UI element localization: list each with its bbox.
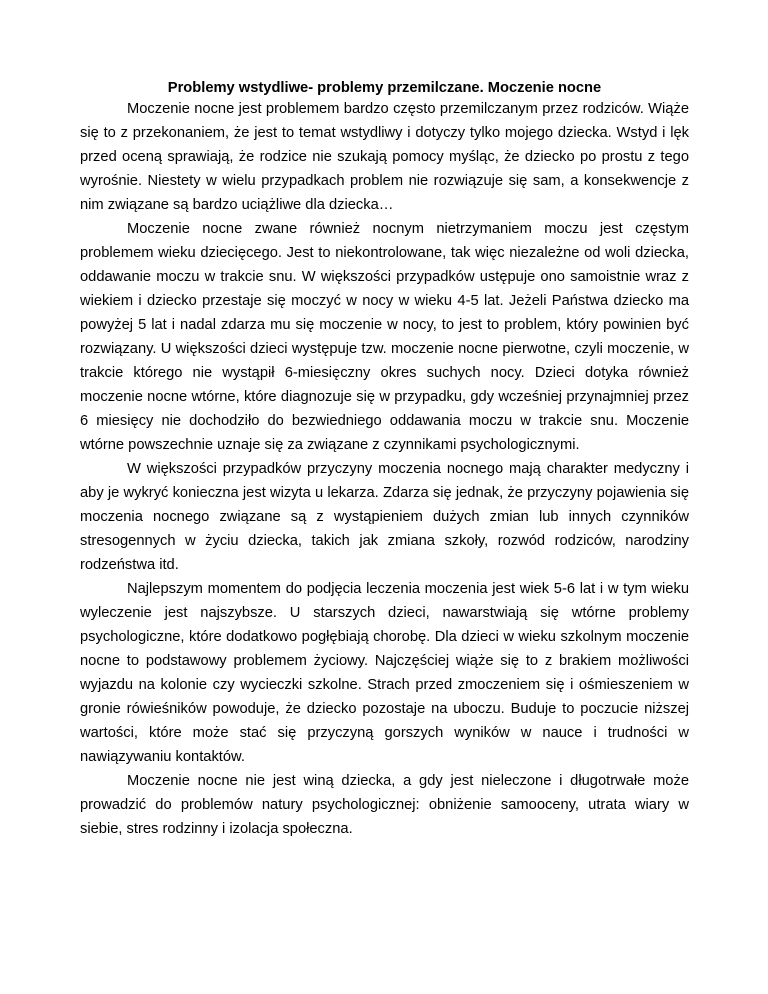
paragraph-2: Moczenie nocne zwane również nocnym nietrzymaniem moczu jest częstym problemem wieku dziecięcego. Jest to niekontrolowane, tak więc niezależne od woli dziecka, oddawanie moczu w trakcie snu. W większości przypadków ustępuje ono samoistnie wraz z wiekiem i dziecko przestaje się moczyć w nocy w wieku 4-5 lat. Jeżeli Państwa dziecko ma powyżej 5 lat i nadal zdarza mu się moczenie w nocy, to jest to problem, który powinien być rozwiązany. U większości dzieci występuje tzw. moczenie nocne pierwotne, czyli moczenie, w trakcie którego nie wystąpił 6-miesięczny okres suchych nocy. Dzieci dotyka również moczenie nocne wtórne, które diagnozuje się w przypadku, gdy wcześniej przynajmniej przez 6 miesięcy nie dochodziło do bezwiedniego oddawania moczu w trakcie snu. Moczenie wtórne powszechnie uznaje się za związane z czynnikami psychologicznymi. bbox=[80, 221, 689, 453]
document-title: Problemy wstydliwe- problemy przemilczane. Moczenie nocne bbox=[167, 80, 602, 96]
paragraph-5: Moczenie nocne nie jest winą dziecka, a gdy jest nieleczone i długotrwałe może prowadzić do problemów natury psychologicznej: obniżenie samooceny, utrata wiary w siebie, stres rodzinny i izolacja społeczna. bbox=[80, 773, 689, 837]
paragraph-4: Najlepszym momentem do podjęcia leczenia moczenia jest wiek 5-6 lat i w tym wieku wyleczenie jest najszybsze. U starszych dzieci, nawarstwiają się wtórne problemy psychologiczne, które dodatkowo pogłębiają chorobę. Dla dzieci w wieku szkolnym moczenie nocne to podstawowy problemem życiowy. Najczęściej wiąże się to z brakiem możliwości wyjazdu na kolonie czy wycieczki szkolne. Strach przed zmoczeniem się i ośmieszeniem w gronie rówieśników powoduje, że dziecko pozostaje na uboczu. Buduje to poczucie niższej wartości, które może stać się przyczyną gorszych wyników w nauce i trudności w nawiązywaniu kontaktów. bbox=[80, 581, 689, 765]
paragraph-3: W większości przypadków przyczyny moczenia nocnego mają charakter medyczny i aby je wykryć konieczna jest wizyta u lekarza. Zdarza się jednak, że przyczyny pojawienia się moczenia nocnego związane są z wystąpieniem dużych zmian lub innych czynników stresogennych w życiu dziecka, takich jak zmiana szkoły, rozwód rodziców, narodziny rodzeństwa itd. bbox=[80, 461, 689, 573]
paragraph-1: Moczenie nocne jest problemem bardzo często przemilczanym przez rodziców. Wiąże się to z przekonaniem, że jest to temat wstydliwy i dotyczy tylko mojego dziecka. Wstyd i lęk przed oceną sprawiają, że rodzice nie szukają pomocy myśląc, że dziecko po prostu z tego wyrośnie. Niestety w wielu przypadkach problem nie rozwiązuje się sam, a konsekwencje z nim związane są bardzo uciążliwe dla dziecka… bbox=[80, 101, 689, 213]
